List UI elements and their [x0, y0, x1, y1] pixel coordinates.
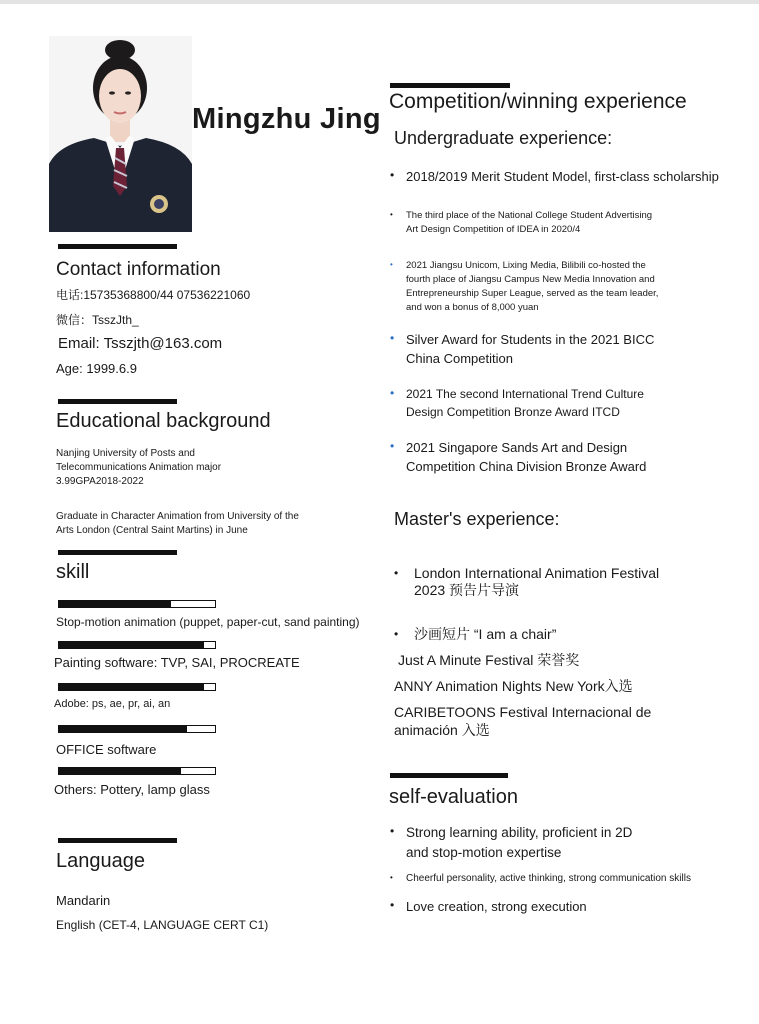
- list-item: [390, 385, 676, 421]
- skill-level-bar: [58, 683, 216, 691]
- master-heading: Master's experience:: [394, 509, 560, 529]
- list-item-text: 2018/2019 Merit Student Model, first-class scholarship: [406, 169, 719, 184]
- skill-level-bar: [58, 767, 216, 775]
- list-item: [390, 872, 746, 886]
- skill-label: Painting software: TVP, SAI, PROCREATE: [54, 655, 300, 670]
- list-item-text: 2021 The second International Trend Culture Design Competition Bronze Award ITCD: [406, 387, 644, 419]
- resume-name: Mingzhu Jing: [192, 103, 381, 135]
- skill-level-bar: [58, 725, 216, 733]
- self-eval-heading: self-evaluation: [389, 786, 518, 808]
- list-item: [390, 897, 706, 916]
- skill-level-bar: [58, 600, 216, 608]
- skill-label: Stop-motion animation (puppet, paper-cut, sand painting): [56, 615, 360, 629]
- language-item: English (CET-4, LANGUAGE CERT C1): [56, 918, 269, 932]
- list-item: [390, 259, 671, 315]
- bullet-icon: •: [390, 439, 395, 453]
- bullet-icon: •: [390, 824, 395, 838]
- list-item-text: Strong learning ability, proficient in 2D and stop-motion expertise: [406, 825, 633, 860]
- list-item: [394, 626, 674, 643]
- skill-level-bar: [58, 641, 216, 649]
- contact-divider-bar: [58, 244, 177, 249]
- list-item-text: 2021 Singapore Sands Art and Design Competition China Division Bronze Award: [406, 440, 647, 474]
- list-item: [390, 823, 646, 863]
- bullet-icon: •: [390, 873, 393, 882]
- education-entry-2: Graduate in Character Animation from University of the Arts London (Central Saint Martins) in June: [56, 511, 299, 536]
- master-award-line: Just A Minute Festival 荣誉奖: [398, 652, 580, 668]
- list-item-text: Cheerful personality, active thinking, strong communication skills: [406, 873, 691, 884]
- master-award-line: CARIBETOONS Festival Internacional de animación 入选: [394, 704, 652, 738]
- skill-divider-bar: [58, 550, 177, 555]
- education-divider-bar: [58, 399, 177, 404]
- contact-email: Email: Tsszjth@163.com: [58, 335, 223, 352]
- bullet-icon: •: [390, 898, 395, 912]
- list-item: [394, 565, 674, 599]
- skill-level-fill: [59, 642, 204, 648]
- education-entry-1: Nanjing University of Posts and Telecommunications Animation major 3.99GPA2018-2022: [56, 448, 222, 487]
- competition-divider-bar: [390, 83, 510, 88]
- skill-level-fill: [59, 726, 187, 732]
- list-item: [390, 167, 746, 186]
- skill-heading: skill: [56, 561, 90, 583]
- list-item-text: London International Animation Festival 2023 预告片导演: [414, 565, 660, 598]
- list-item-text: Silver Award for Students in the 2021 BICC China Competition: [406, 332, 655, 366]
- education-heading: Educational background: [56, 410, 271, 432]
- bullet-icon: •: [390, 260, 393, 269]
- skill-level-fill: [59, 684, 204, 690]
- skill-level-fill: [59, 601, 171, 607]
- list-item-text: 沙画短片 “I am a chair”: [414, 626, 557, 642]
- bullet-icon: •: [390, 210, 393, 219]
- portrait-illustration: [49, 36, 192, 232]
- list-item-text: The third place of the National College Student Advertising Art Design Competition of IDEA in 2020/4: [406, 210, 653, 235]
- bullet-icon: •: [390, 386, 395, 400]
- language-divider-bar: [58, 838, 177, 843]
- skill-label: Adobe: ps, ae, pr, ai, an: [54, 698, 171, 710]
- competition-heading: Competition/winning experience: [389, 90, 687, 113]
- top-border: [0, 0, 759, 4]
- skill-label: Others: Pottery, lamp glass: [54, 782, 210, 797]
- language-heading: Language: [56, 850, 145, 872]
- list-item: [390, 438, 676, 476]
- language-item: Mandarin: [56, 893, 111, 908]
- list-item-text: Love creation, strong execution: [406, 899, 587, 914]
- contact-wechat: 微信：TsszJth_: [56, 313, 139, 327]
- list-item: [390, 209, 656, 237]
- bullet-icon: •: [394, 627, 399, 641]
- skill-label: OFFICE software: [56, 742, 157, 757]
- contact-age: Age: 1999.6.9: [56, 361, 137, 376]
- contact-heading: Contact information: [56, 259, 221, 280]
- bullet-icon: •: [394, 566, 399, 580]
- contact-phone: 电话:15735368800/44 07536221060: [56, 288, 251, 302]
- master-award-line: ANNY Animation Nights New York入选: [394, 678, 633, 694]
- bullet-icon: •: [390, 168, 395, 182]
- profile-photo: [49, 36, 192, 232]
- list-item: [390, 330, 676, 368]
- list-item-text: 2021 Jiangsu Unicom, Lixing Media, Bilibili co-hosted the fourth place of Jiangsu Campus New Media Innovation and Entrepreneurship Super League, served as the team leader, and won a bonus of 8,000 yuan: [406, 260, 659, 313]
- self-eval-divider-bar: [390, 773, 508, 778]
- undergrad-heading: Undergraduate experience:: [394, 128, 613, 148]
- bullet-icon: •: [390, 331, 395, 345]
- skill-level-fill: [59, 768, 181, 774]
